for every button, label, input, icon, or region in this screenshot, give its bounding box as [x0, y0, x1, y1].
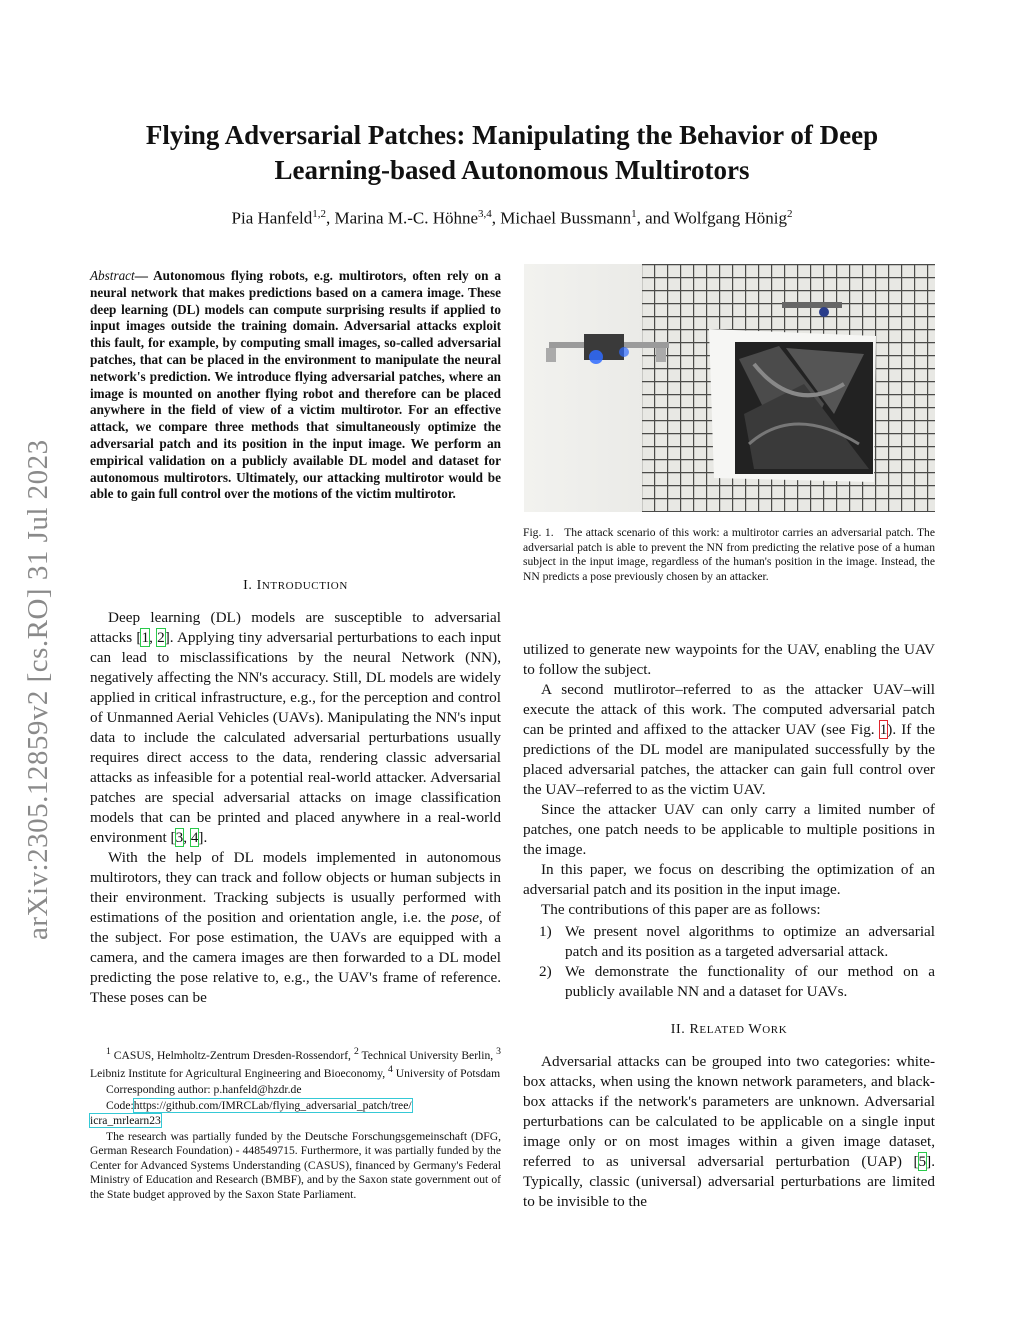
paragraph: Since the attacker UAV can only carry a limited number of patches, one patch needs to be applicable to multiple positions in the image.	[523, 801, 935, 858]
author-name: Pia Hanfeld	[231, 208, 313, 228]
author-affiliation: 3,4	[478, 208, 492, 220]
left-column-body	[90, 558, 501, 1008]
arxiv-identifier: arXiv:2305.12859v2 [cs.RO] 31 Jul 2023	[22, 439, 54, 940]
figure-1-illustration	[524, 264, 935, 512]
list-item: 2) We demonstrate the functionality of our method on a publicly available NN and a dataset for UAVs.	[539, 963, 935, 1000]
paragraph: Deep learning (DL) models are susceptible to adversarial attacks [1, 2]. Applying tiny adversarial perturbations to each input can lead to misclassifications by the neural Network (NN), negatively affecting the NN's accuracy. Still, DL models are widely applied in critical infrastructure, e.g., for the perception and control of Unmanned Aerial Vehicles (UAVs). Manipulating the NN's input data to include the calculated adversarial perturbations usually requires direct access to the data, rendering classic adversarial attacks as infeasible for a potential real-world attacker. Adversarial patches are special adversarial attacks on image classification models that can be printed and placed anywhere in a real-world environment [3, 4].	[90, 609, 501, 846]
code-repository-link[interactable]: https://github.com/IMRCLab/flying_adversarial_patch/tree/	[133, 1098, 412, 1112]
paragraph: A second mutlirotor–referred to as the attacker UAV–will execute the attack of this work. The computed adversarial patch can be printed and affixed to the attacker UAV (see Fig. 1). If the predictions of the DL model are manipulated successfully by the placed adversarial patches, the attacker can gain full control over the UAV–referred to as the victim UAV.	[523, 681, 936, 798]
author-name: Wolfgang Hönig	[673, 208, 787, 228]
citation-link[interactable]: 2	[157, 629, 165, 646]
paragraph: In this paper, we focus on describing the optimization of an adversarial patch and its position in the input image.	[523, 861, 935, 898]
citation-link[interactable]: 3	[175, 829, 184, 846]
paragraph: Adversarial attacks can be grouped into two categories: white-box attacks, when using the known network parameters, and black-box attacks if the network's parameters are unknown. Adversarial perturbations can be calculated to be applicable on a single input image only or on most images within a given image dataset, referred to as universal adversarial perturbation (UAP) [5]. Typically, classic (universal) adversarial perturbations are limited to be invisible to the	[523, 1053, 935, 1210]
citation-link[interactable]: 5	[918, 1153, 927, 1170]
footnote-corresponding: Corresponding author: p.hanfeld@hzdr.de	[106, 1082, 302, 1096]
footnote-affiliations: $^1$ CASUS, Helmholtz-Zentrum Dresden-Rossendorf, $^2$ Technical University Berlin, $^3$ Leibniz Institute for Agricultural Engineering and Bioeconomy, $^4$ University of Potsdam	[90, 1046, 501, 1081]
footnote-code: Code:https://github.com/IMRCLab/flying_adversarial_patch/tree/	[106, 1098, 412, 1112]
abstract-text: — Autonomous flying robots, e.g. multirotors, often rely on a neural network that makes predictions based on a camera image. These deep learning (DL) models can compute surprising results if applied to input images outside the training domain. Adversarial attacks exploit this fault, for example, by computing small images, so-called adversarial patches, that can be placed in the environment to manipulate the neural network's prediction. We introduce flying adversarial patches, where an image is mounted on another flying robot and therefore can be placed anywhere in the field of view of a victim multirotor. For an effective attack, we compare three methods that simultaneously optimize the adversarial patch and its position in the input image. We perform an empirical validation on a publicly available DL model and dataset for autonomous multirotors. Ultimately, our attacking multirotor would be able to gain full control over the motions of the victim multirotor.	[90, 268, 501, 502]
abstract	[90, 268, 501, 503]
right-column-body	[523, 640, 935, 1212]
author-name: Michael Bussmann	[500, 208, 632, 228]
footnote-funding: The research was partially funded by the Deutsche Forschungsgemeinschaft (DFG, German Research Foundation) - 448549715. Furthermore, it was partially funded by the Center for Advanced Systems Understanding (CASUS), financed by Germany's Federal Ministry of Education and Research (BMBF), and by the Saxon state government out of the State budget approved by the Saxon State Parliament.	[90, 1129, 501, 1202]
citation-link[interactable]: 4	[190, 829, 199, 846]
section-heading-introduction: I. INTRODUCTION	[243, 578, 348, 593]
figure-1-photo	[524, 264, 935, 512]
section-heading-related-work: II. RELATED WORK	[670, 1022, 788, 1037]
list-item: 1) We present novel algorithms to optimize an adversarial patch and its position as a targeted adversarial attack.	[539, 923, 935, 960]
figure-label: Fig. 1.	[523, 526, 554, 539]
author-affiliation: 1	[631, 208, 637, 220]
citation-link[interactable]: 1	[141, 629, 150, 646]
author-name: Marina M.-C. Höhne	[334, 208, 479, 228]
figure-1-caption: Fig. 1. The attack scenario of this work: a multirotor carries an adversarial patch. The adversarial patch is able to prevent the NN from predicting the relative pose of a human subject in the input image, regardless of the human's position in the image. Instead, the NN predicts a pose previously chosen by an attacker.	[523, 526, 935, 583]
code-repository-link-cont[interactable]: icra_mrlearn23	[90, 1114, 161, 1128]
paragraph: utilized to generate new waypoints for the UAV, enabling the UAV to follow the subject.	[523, 641, 935, 678]
footnotes	[90, 1045, 501, 1204]
adversarial-patch	[735, 342, 873, 474]
contribution-list	[523, 922, 935, 1002]
author-affiliation: 1,2	[312, 208, 327, 220]
paragraph: With the help of DL models implemented in autonomous multirotors, they can track and follow objects or human subjects in their environment. Tracking subjects is usually performed with estimations of the position and orientation angle, i.e. the pose, of the subject. For pose estimation, the UAVs are equipped with a camera, and the camera images are then forwarded to a DL model predicting the pose relative to, e.g., the UAV's frame of reference. These poses can be	[90, 849, 501, 1006]
paragraph: The contributions of this paper are as follows:	[541, 901, 821, 918]
author-affiliation: 2	[786, 208, 793, 220]
figure-reference-link[interactable]: 1	[879, 721, 888, 738]
abstract-label: Abstract	[90, 268, 135, 283]
author-list: Pia Hanfeld$^{1,2}$, Marina M.-C. Höhne$^{3,4}$, Michael Bussmann$^1$, and Wolfgang Hönig$^2$	[231, 208, 793, 228]
paper-title: Flying Adversarial Patches: Manipulating the Behavior of Deep Learning-based Autonomous Multirotors	[145, 120, 879, 185]
